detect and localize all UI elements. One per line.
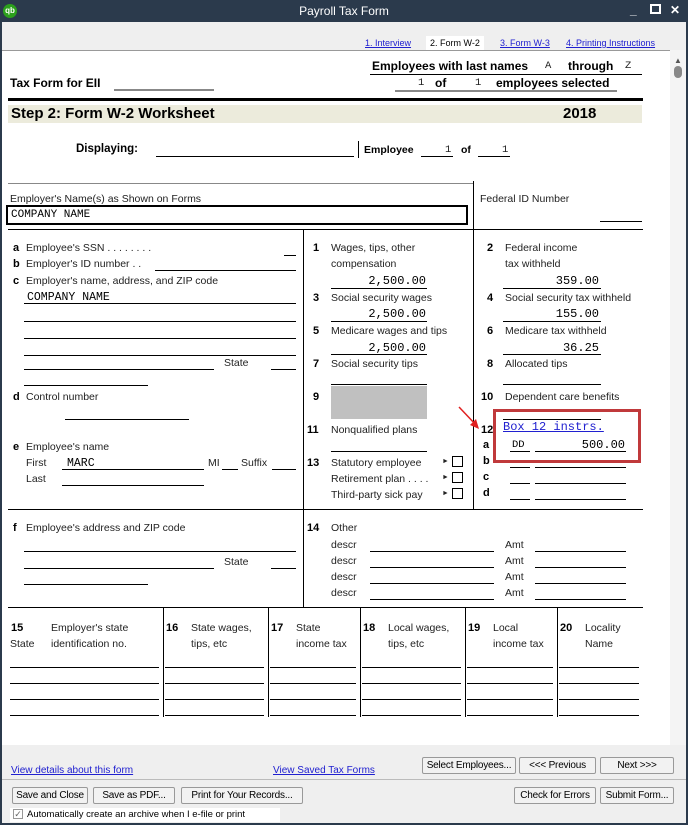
box-18-label: Local wages, [388, 622, 450, 634]
box-4-ss-tax-input[interactable]: 155.00 [555, 307, 599, 321]
statutory-employee-checkbox[interactable] [452, 456, 463, 467]
box-18-input[interactable] [362, 699, 461, 700]
tax-year: 2018 [563, 105, 597, 122]
box-19-number: 19 [468, 622, 481, 634]
statutory-employee-label: Statutory employee [331, 457, 422, 469]
next-button[interactable]: Next >>> [600, 757, 674, 774]
box-19-input[interactable] [467, 699, 553, 700]
quickbooks-logo-icon: qb [3, 4, 17, 18]
amt-input[interactable] [535, 551, 626, 552]
suffix-label: Suffix [241, 457, 268, 469]
box-18-number: 18 [363, 622, 376, 634]
box-18-input[interactable] [362, 715, 461, 716]
box-11-input[interactable] [331, 451, 427, 452]
ssn-input[interactable] [284, 255, 296, 256]
box-3-number: 3 [313, 292, 320, 304]
descr-input[interactable] [370, 583, 494, 584]
control-number-input[interactable] [65, 419, 189, 420]
state-label: State [10, 638, 35, 650]
box-12-number: 12 [481, 424, 494, 436]
state-label: State [224, 556, 249, 568]
box-19-input[interactable] [467, 667, 553, 668]
scroll-thumb[interactable] [674, 66, 682, 78]
box-12-letter: d [483, 487, 490, 499]
descr-input[interactable] [370, 567, 494, 568]
window-title: Payroll Tax Form [299, 4, 389, 18]
print-records-button[interactable]: Print for Your Records... [181, 787, 303, 804]
box-17-input[interactable] [270, 683, 356, 684]
box-16-input[interactable] [165, 699, 264, 700]
pointer-arrow-icon: ► [442, 458, 449, 465]
box-18-input[interactable] [362, 683, 461, 684]
box-5-medicare-wages-input[interactable]: 2,500.00 [368, 341, 426, 355]
archive-label: Automatically create an archive when I e-file or print [27, 809, 246, 820]
employer-address-line1[interactable]: COMPANY NAME [27, 291, 110, 304]
pointer-arrow-icon: ► [442, 474, 449, 481]
mi-label: MI [208, 457, 220, 469]
ssn-label: Employee's SSN . . . . . . . . [26, 242, 152, 254]
selected-count: 1 [418, 77, 425, 89]
box-17-input[interactable] [270, 699, 356, 700]
employees-range-label: Employees with last names [372, 59, 529, 73]
state-label: State [224, 357, 249, 369]
box-7-input[interactable] [331, 384, 427, 385]
box-7-number: 7 [313, 358, 320, 370]
federal-id-label: Federal ID Number [480, 193, 570, 205]
box-12a-amount[interactable]: 500.00 [581, 438, 625, 452]
employees-selected-label: employees selected [496, 76, 610, 90]
box-19-input[interactable] [467, 715, 553, 716]
box-10-number: 10 [481, 391, 494, 403]
employer-name-label: Employer's Name(s) as Shown on Forms [10, 193, 202, 205]
box-16-input[interactable] [165, 683, 264, 684]
employee-total: 1 [502, 144, 509, 156]
box-16-input[interactable] [165, 667, 264, 668]
box-d-letter: d [13, 391, 20, 403]
employer-name-input[interactable]: COMPANY NAME [6, 205, 468, 225]
box-13-number: 13 [307, 457, 320, 469]
descr-label: descr [331, 571, 357, 583]
of-label: of [435, 76, 447, 90]
third-party-sick-pay-label: Third-party sick pay [331, 489, 423, 501]
first-name-label: First [26, 457, 47, 469]
box-17-label: State [296, 622, 321, 634]
submit-form-button[interactable]: Submit Form... [600, 787, 674, 804]
amt-label: Amt [505, 555, 524, 567]
box-9-disabled [331, 386, 427, 419]
third-party-sick-pay-checkbox[interactable] [452, 488, 463, 499]
box-12-amount-input[interactable] [535, 467, 626, 468]
box-19-label: Local [493, 622, 519, 634]
employee-number[interactable]: 1 [445, 144, 452, 156]
scroll-up-icon[interactable]: ▲ [674, 56, 682, 65]
archive-option [10, 808, 280, 822]
descr-input[interactable] [370, 599, 494, 600]
box-12-letter: c [483, 471, 490, 483]
descr-label: descr [331, 539, 357, 551]
box-9-number: 9 [313, 391, 320, 403]
box-6-number: 6 [487, 325, 494, 337]
w2-worksheet [2, 50, 670, 745]
box-3-ss-wages-input[interactable]: 2,500.00 [368, 307, 426, 321]
box-15-number: 15 [11, 622, 24, 634]
box-19-input[interactable] [467, 683, 553, 684]
box-7-label: Social security tips [331, 358, 418, 370]
box-16-label-2: tips, etc [191, 638, 228, 650]
box-12-amount-input[interactable] [535, 483, 626, 484]
box-12-highlight [493, 409, 641, 463]
employee-name-label: Employee's name [26, 441, 110, 453]
box-divider [360, 607, 361, 717]
maximize-icon[interactable] [650, 4, 661, 14]
box-5-number: 5 [313, 325, 320, 337]
minimize-icon[interactable]: _ [630, 3, 637, 17]
control-number-label: Control number [26, 391, 99, 403]
box-6-medicare-tax-input[interactable]: 36.25 [562, 341, 599, 355]
box-15-label: Employer's state [51, 622, 129, 634]
amt-label: Amt [505, 539, 524, 551]
descr-input[interactable] [370, 551, 494, 552]
box-15-input[interactable] [10, 683, 159, 684]
box-20-input[interactable] [559, 683, 639, 684]
box-1-number: 1 [313, 242, 320, 254]
box-1-label: Wages, tips, other [331, 242, 416, 254]
box-12-code-input[interactable] [510, 483, 530, 484]
box-12-code-input[interactable] [510, 467, 530, 468]
box-15-input[interactable] [10, 715, 159, 716]
descr-label: descr [331, 587, 357, 599]
box-12-instructions-link[interactable]: Box 12 instrs. [503, 420, 604, 434]
red-arrow-icon [456, 405, 482, 431]
box-3-label: Social security wages [331, 292, 432, 304]
box-17-input[interactable] [270, 715, 356, 716]
box-11-number: 11 [307, 424, 319, 436]
through-label: through [568, 59, 614, 73]
box-12a-code[interactable]: DD [512, 439, 525, 451]
tab-printing-instructions[interactable]: 4. Printing Instructions [566, 38, 656, 48]
box-18-input[interactable] [362, 667, 461, 668]
box-6-label: Medicare tax withheld [505, 325, 607, 337]
amt-input[interactable] [535, 567, 626, 568]
box-f-letter: f [13, 522, 17, 534]
amt-input[interactable] [535, 583, 626, 584]
title-bar [0, 0, 688, 22]
box-17-number: 17 [271, 622, 284, 634]
amt-label: Amt [505, 587, 524, 599]
box-b-letter: b [13, 258, 20, 270]
box-2-label-2: tax withheld [505, 258, 561, 270]
box-20-label-2: Name [585, 638, 614, 650]
of-label: of [461, 144, 471, 156]
box-e-letter: e [13, 441, 20, 453]
last-name-input[interactable] [62, 485, 204, 486]
save-and-close-button[interactable]: Save and Close [12, 787, 88, 804]
box-20-label: Locality [585, 622, 621, 634]
box-16-number: 16 [166, 622, 179, 634]
box-12-amount-input[interactable] [535, 499, 626, 500]
box-12-code-input[interactable] [510, 499, 530, 500]
close-icon[interactable]: ✕ [670, 3, 681, 17]
box-17-input[interactable] [270, 667, 356, 668]
box-20-input[interactable] [559, 667, 639, 668]
employer-id-label: Employer's ID number . . [26, 258, 142, 270]
retirement-plan-checkbox[interactable] [452, 472, 463, 483]
check-errors-button[interactable]: Check for Errors [514, 787, 596, 804]
descr-label: descr [331, 555, 357, 567]
box-16-input[interactable] [165, 715, 264, 716]
box-1-wages-input[interactable]: 2,500.00 [368, 274, 426, 288]
box-2-label: Federal income [505, 242, 578, 254]
box-14-number: 14 [307, 522, 320, 534]
range-to[interactable]: Z [625, 60, 632, 72]
step-title: Step 2: Form W-2 Worksheet [11, 105, 215, 122]
amt-label: Amt [505, 571, 524, 583]
tab-form-w2[interactable]: 2. Form W-2 [426, 36, 484, 50]
box-19-label-2: income tax [493, 638, 544, 650]
box-1-label-2: compensation [331, 258, 397, 270]
select-employees-button[interactable]: Select Employees... [422, 757, 516, 774]
box-12-letter: b [483, 455, 490, 467]
box-2-number: 2 [487, 242, 494, 254]
box-15-input[interactable] [10, 699, 159, 700]
box-12-letter: a [483, 439, 490, 451]
previous-button[interactable]: <<< Previous [519, 757, 596, 774]
box-15-label-2: identification no. [51, 638, 127, 650]
box-divider [465, 607, 466, 717]
amt-input[interactable] [535, 599, 626, 600]
box-11-label: Nonqualified plans [331, 424, 418, 436]
box-8-number: 8 [487, 358, 494, 370]
total-count: 1 [475, 77, 482, 89]
box-divider [557, 607, 558, 717]
view-details-link[interactable]: View details about this form [11, 765, 134, 776]
box-16-label: State wages, [191, 622, 252, 634]
tax-form-for-label: Tax Form for EII [10, 76, 101, 90]
retirement-plan-label: Retirement plan . . . . [331, 473, 429, 485]
box-15-input[interactable] [10, 667, 159, 668]
box-5-label: Medicare wages and tips [331, 325, 448, 337]
box-10-label: Dependent care benefits [505, 391, 620, 403]
box-8-label: Allocated tips [505, 358, 568, 370]
displaying-field[interactable] [156, 156, 354, 157]
box-2-federal-tax-input[interactable]: 359.00 [555, 274, 599, 288]
archive-checkbox[interactable]: ✓ [14, 809, 22, 819]
box-12-code-input[interactable] [510, 451, 530, 452]
pointer-arrow-icon: ► [442, 490, 449, 497]
employer-address-label: Employer's name, address, and ZIP code [26, 275, 219, 287]
box-14-label: Other [331, 522, 358, 534]
box-divider [163, 607, 164, 717]
view-saved-forms-link[interactable]: View Saved Tax Forms [273, 765, 375, 776]
box-8-input[interactable] [503, 384, 601, 385]
box-a-letter: a [13, 242, 20, 254]
range-from[interactable]: A [545, 60, 552, 72]
first-name-input[interactable]: MARC [67, 457, 95, 470]
tab-form-w3[interactable]: 3. Form W-3 [500, 38, 550, 48]
box-17-label-2: income tax [296, 638, 347, 650]
box-4-label: Social security tax withheld [505, 292, 632, 304]
employee-address-label: Employee's address and ZIP code [26, 522, 186, 534]
last-name-label: Last [26, 473, 46, 485]
box-4-number: 4 [487, 292, 494, 304]
box-divider [268, 607, 269, 717]
box-20-input[interactable] [559, 699, 639, 700]
save-as-pdf-button[interactable]: Save as PDF... [93, 787, 175, 804]
box-18-label-2: tips, etc [388, 638, 425, 650]
displaying-label: Displaying: [76, 143, 138, 155]
vertical-scrollbar[interactable] [670, 50, 686, 745]
tab-interview[interactable]: 1. Interview [365, 38, 412, 48]
box-20-input[interactable] [559, 715, 639, 716]
box-c-letter: c [13, 275, 20, 287]
employer-id-input[interactable] [155, 270, 296, 271]
employee-label: Employee [364, 144, 414, 156]
federal-id-input[interactable] [600, 221, 642, 222]
box-20-number: 20 [560, 622, 573, 634]
